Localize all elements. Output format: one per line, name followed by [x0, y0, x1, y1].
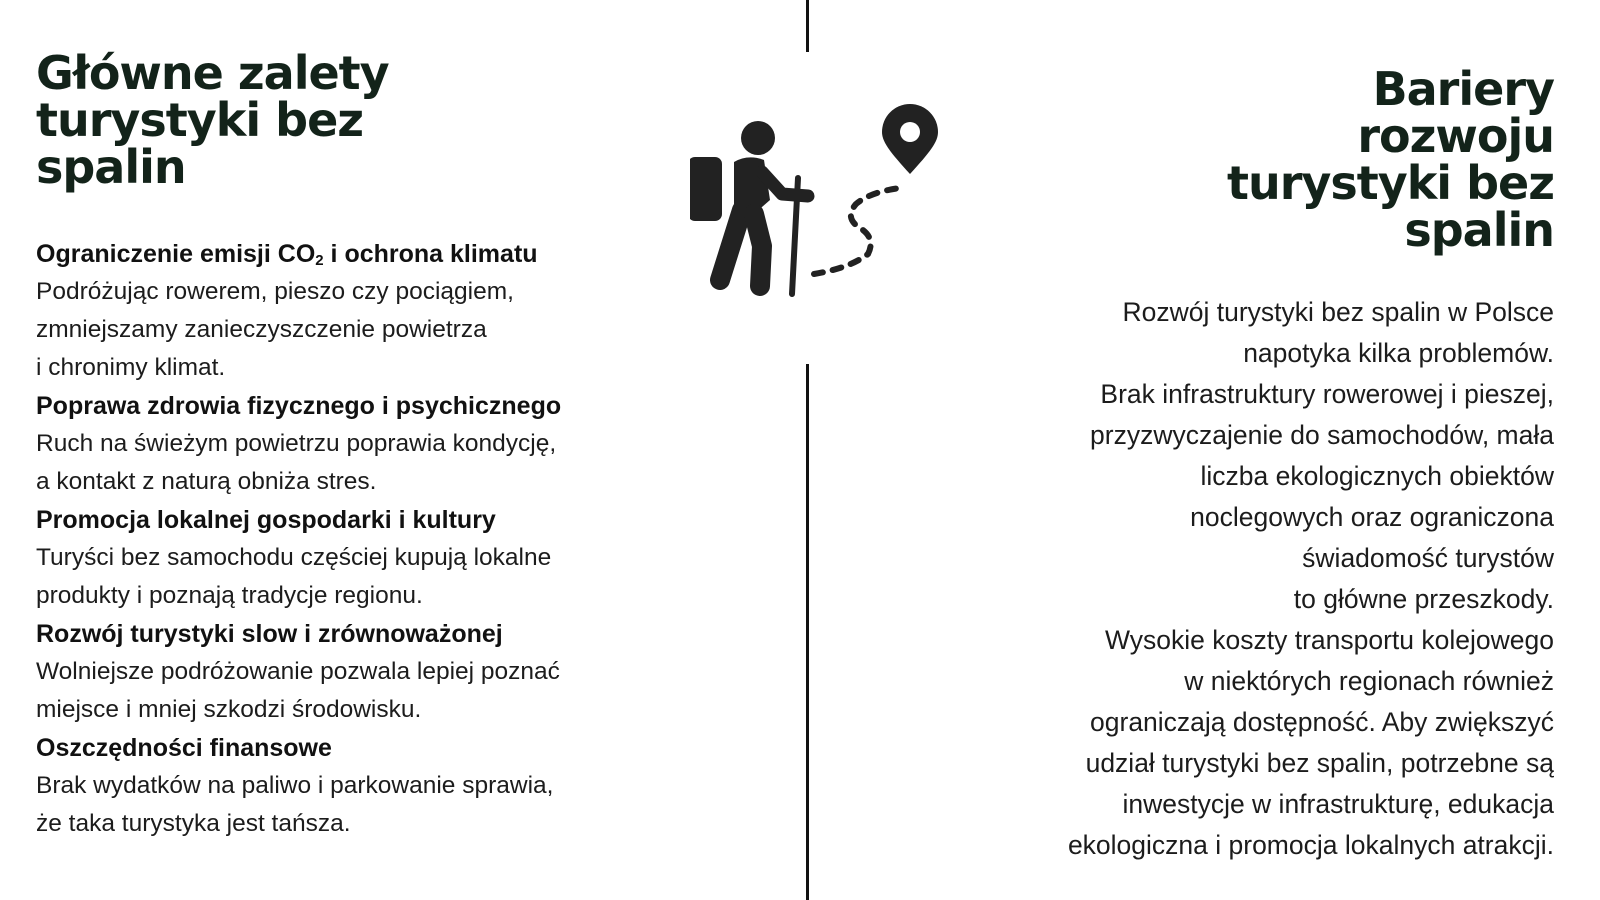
column-divider-top [806, 0, 809, 52]
benefits-column [36, 46, 676, 843]
benefit-description: Podróżując rowerem, pieszo czy pociągiem, zmniejszamy zanieczyszczenie powietrza i chronimy klimat. [36, 278, 514, 381]
benefit-description: Brak wydatków na paliwo i parkowanie sprawia, że taka turystyka jest tańsza. [36, 772, 554, 837]
benefit-title-subscript: 2 [315, 252, 324, 269]
barriers-description: Rozwój turystyki bez spalin w Polsce napotyka kilka problemów. Brak infrastruktury rowerowej i pieszej, przyzwyczajenie do samochodów, mała liczba ekologicznych obiektów noclegowych oraz ograniczona świadomość turystów to główne przeszkody. Wysokie koszty transportu kolejowego w niektórych regionach również ograniczają dostępność. Aby zwiększyć udział turystyki bez spalin, potrzebne są inwestycje w infrastrukturę, edukacja ekologiczna i promocja lokalnych atrakcji. [1067, 297, 1554, 860]
benefit-title: Poprawa zdrowia fizycznego i psychicznego [36, 392, 562, 420]
column-divider-bottom [806, 364, 809, 900]
benefit-title-text: Ograniczenie emisji CO [36, 240, 316, 268]
benefit-description: Wolniejsze podróżowanie pozwala lepiej poznać miejsce i mniej szkodzi środowisku. [36, 658, 560, 723]
barriers-column [994, 62, 1554, 866]
benefit-title: Rozwój turystyki slow i zrównoważonej [36, 620, 503, 648]
barriers-heading: Bariery rozwoju turystyki bez spalin [1226, 62, 1554, 257]
benefit-item [36, 501, 676, 615]
benefits-heading: Główne zalety turystyki bez spalin [36, 46, 389, 194]
benefit-description: Ruch na świeżym powietrzu poprawia kondycję, a kontakt z naturą obniża stres. [36, 430, 557, 495]
benefit-item [36, 615, 676, 729]
benefit-description: Turyści bez samochodu częściej kupują lokalne produkty i poznają tradycje regionu. [36, 544, 552, 609]
benefit-item [36, 729, 676, 843]
hiker-icon [690, 121, 808, 294]
benefit-title [36, 235, 676, 273]
benefit-item [36, 235, 676, 387]
benefits-list [36, 235, 676, 843]
benefit-title: Oszczędności finansowe [36, 734, 332, 762]
benefit-item [36, 387, 676, 501]
hiker-route-illustration [690, 102, 960, 322]
location-pin-icon [882, 104, 938, 174]
benefit-title: Promocja lokalnej gospodarki i kultury [36, 506, 496, 534]
dotted-path-icon [814, 188, 900, 274]
benefit-title-text-end: i ochrona klimatu [323, 240, 538, 268]
